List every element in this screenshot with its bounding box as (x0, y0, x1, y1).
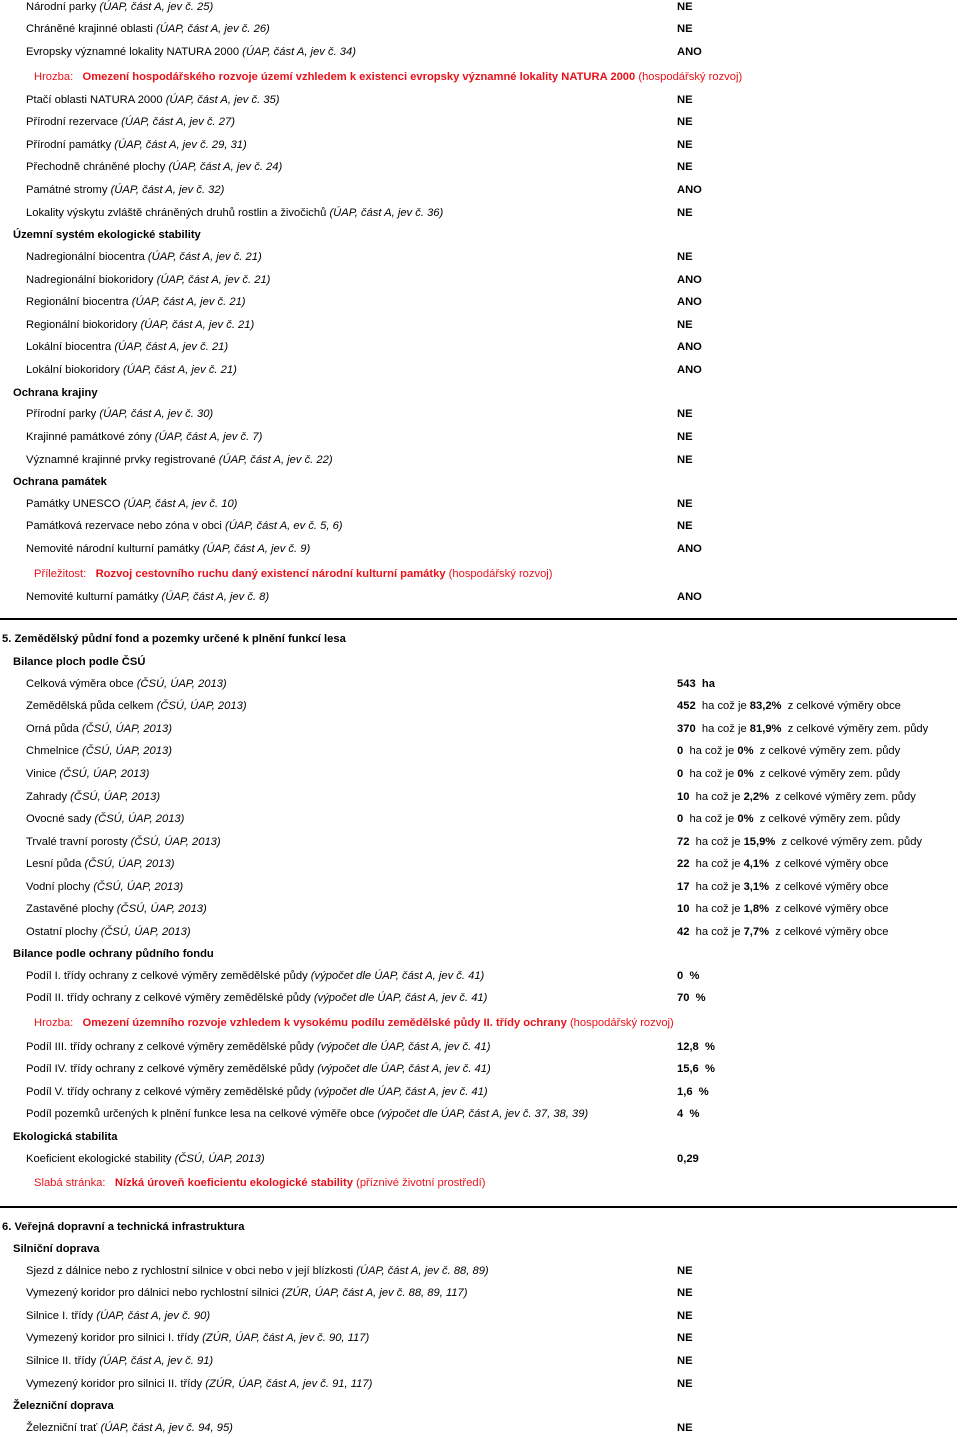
item-source: (ČSÚ, ÚAP, 2013) (59, 768, 150, 780)
list-item (0, 1419, 960, 1437)
item-source: (ÚAP, část A, jev č. 21) (131, 296, 246, 308)
list-item (0, 1038, 960, 1056)
note-text: Nízká úroveň koeficientu ekologické stability (114, 1177, 353, 1189)
list-item (0, 20, 960, 38)
item-source: (ČSÚ, ÚAP, 2013) (136, 678, 227, 690)
item-label: Zemědělská půda celkem (26, 700, 154, 712)
section-divider (0, 1206, 957, 1208)
list-item (0, 451, 960, 469)
subsection-heading: Bilance podle ochrany půdního fondu (13, 948, 214, 960)
item-value: 0 ha což je 0% z celkové výměry zem. půdy (677, 745, 901, 757)
list-item (0, 1083, 960, 1101)
note-suffix: (hospodářský rozvoj) (569, 1017, 674, 1029)
note-suffix: (příznivé životní prostředí) (356, 1177, 486, 1189)
item-source: (výpočet dle ÚAP, část A, jev č. 37, 38, 39) (377, 1108, 589, 1120)
item-value: NE (677, 1332, 693, 1344)
item-source: (ÚAP, část A, jev č. 94, 95) (100, 1422, 233, 1434)
subsection-heading: Územní systém ekologické stability (13, 229, 201, 241)
item-value: NE (677, 319, 693, 331)
item-label: Regionální biocentra (26, 296, 129, 308)
item-source: (ČSÚ, ÚAP, 2013) (116, 903, 207, 915)
item-source: (ÚAP, část A, jev č. 21) (147, 251, 262, 263)
item-value: NE (677, 498, 693, 510)
list-item (0, 158, 960, 176)
list-item (0, 517, 960, 535)
note-text: Omezení územního rozvoje vzhledem k vysokému podílu zemědělské půdy II. třídy ochrany (82, 1017, 567, 1029)
list-item (0, 588, 960, 606)
list-item (0, 1150, 960, 1168)
item-label: Vinice (26, 768, 57, 780)
item-label: Významné krajinné prvky registrované (26, 454, 216, 466)
item-value: 22 ha což je 4,1% z celkové výměry obce (677, 858, 889, 870)
item-label: Přírodní rezervace (26, 116, 119, 128)
item-label: Chráněné krajinné oblasti (26, 23, 153, 35)
list-item (0, 540, 960, 558)
item-value: ANO (677, 364, 702, 376)
item-label: Nadregionální biocentra (26, 251, 145, 263)
item-value: NE (677, 207, 693, 219)
list-item (0, 113, 960, 131)
list-item (0, 900, 960, 918)
note-text: Omezení hospodářského rozvoje území vzhledem k existenci evropsky významné lokality NATURA 2000 (82, 71, 636, 83)
item-source: (ÚAP, část A, jev č. 27) (121, 116, 235, 128)
item-value: NE (677, 23, 693, 35)
opportunity-note (0, 565, 960, 583)
item-label: Nadregionální biokoridory (26, 274, 154, 286)
item-source: (ÚAP, část A, jev č. 22) (218, 454, 333, 466)
item-source: (ÚAP, část A, ev č. 5, 6) (225, 520, 343, 532)
item-value: 4 % (677, 1108, 700, 1120)
item-label: Přírodní památky (26, 139, 112, 151)
item-label: Silnice I. třídy (26, 1310, 94, 1322)
item-source: (ÚAP, část A, jev č. 32) (110, 184, 225, 196)
item-value: 452 ha což je 83,2% z celkové výměry obce (677, 700, 901, 712)
item-source: (ČSÚ, ÚAP, 2013) (81, 723, 172, 735)
item-label: Podíl V. třídy ochrany z celkové výměry zemědělské půdy (26, 1086, 311, 1098)
item-source: (ÚAP, část A, jev č. 10) (123, 498, 238, 510)
item-value: NE (677, 94, 693, 106)
item-label: Krajinné památkové zóny (26, 431, 152, 443)
list-item (0, 1262, 960, 1280)
item-label: Silnice II. třídy (26, 1355, 97, 1367)
item-label: Železniční trať (26, 1422, 98, 1434)
list-item (0, 405, 960, 423)
item-value: 0,29 (677, 1153, 699, 1165)
item-source: (ÚAP, část A, jev č. 30) (99, 408, 214, 420)
item-value: NE (677, 431, 693, 443)
item-label: Podíl I. třídy ochrany z celkové výměry zemědělské půdy (26, 970, 308, 982)
weakness-note (0, 1174, 960, 1192)
section-divider (0, 618, 957, 620)
item-value: NE (677, 1422, 693, 1434)
item-source: (ÚAP, část A, jev č. 24) (168, 161, 283, 173)
section-title: 5. Zemědělský půdní fond a pozemky určené k plnění funkcí lesa (2, 633, 346, 645)
subsection-heading: Ekologická stabilita (13, 1131, 118, 1143)
item-label: Národní parky (26, 1, 97, 13)
list-item (0, 361, 960, 379)
list-item (0, 1307, 960, 1325)
item-source: (ÚAP, část A, jev č. 8) (161, 591, 270, 603)
item-label: Vodní plochy (26, 881, 91, 893)
note-prefix: Hrozba: (34, 71, 74, 83)
item-label: Památné stromy (26, 184, 108, 196)
item-value: NE (677, 251, 693, 263)
item-source: (ČSÚ, ÚAP, 2013) (156, 700, 247, 712)
item-value: ANO (677, 184, 702, 196)
item-source: (ÚAP, část A, jev č. 25) (99, 1, 214, 13)
item-value: NE (677, 1265, 693, 1277)
item-label: Podíl III. třídy ochrany z celkové výměry zemědělské půdy (26, 1041, 314, 1053)
list-item (0, 43, 960, 61)
list-item (0, 810, 960, 828)
subsection-heading: Ochrana památek (13, 476, 107, 488)
item-value: 0 ha což je 0% z celkové výměry zem. půdy (677, 813, 901, 825)
item-value: NE (677, 1355, 693, 1367)
item-label: Trvalé travní porosty (26, 836, 128, 848)
item-value: 10 ha což je 1,8% z celkové výměry obce (677, 903, 889, 915)
item-value: 10 ha což je 2,2% z celkové výměry zem. půdy (677, 791, 916, 803)
item-label: Orná půda (26, 723, 79, 735)
list-item (0, 0, 960, 16)
item-label: Nemovité národní kulturní památky (26, 543, 200, 555)
item-value: NE (677, 1287, 693, 1299)
item-source: (ÚAP, část A, jev č. 21) (114, 341, 229, 353)
list-item (0, 136, 960, 154)
note-suffix: (hospodářský rozvoj) (638, 71, 743, 83)
list-item (0, 855, 960, 873)
item-label: Vymezený koridor pro silnici II. třídy (26, 1378, 203, 1390)
list-item (0, 878, 960, 896)
item-label: Památky UNESCO (26, 498, 121, 510)
list-item (0, 293, 960, 311)
item-source: (ZÚR, ÚAP, část A, jev č. 90, 117) (202, 1332, 370, 1344)
item-source: (výpočet dle ÚAP, část A, jev č. 41) (314, 1086, 488, 1098)
item-label: Zahrady (26, 791, 68, 803)
item-label: Ostatní plochy (26, 926, 98, 938)
threat-note (0, 68, 960, 86)
item-value: 1,6 % (677, 1086, 709, 1098)
item-label: Koeficient ekologické stability (26, 1153, 172, 1165)
item-source: (ÚAP, část A, jev č. 91) (99, 1355, 214, 1367)
item-value: NE (677, 1310, 693, 1322)
list-item (0, 720, 960, 738)
list-item (0, 742, 960, 760)
item-source: (výpočet dle ÚAP, část A, jev č. 41) (310, 970, 485, 982)
item-label: Vymezený koridor pro dálnici nebo rychlostní silnici (26, 1287, 279, 1299)
item-label: Zastavěné plochy (26, 903, 114, 915)
item-source: (ČSÚ, ÚAP, 2013) (70, 791, 161, 803)
item-source: (ÚAP, část A, jev č. 35) (165, 94, 280, 106)
item-value: 70 % (677, 992, 706, 1004)
item-value: 370 ha což je 81,9% z celkové výměry zem. půdy (677, 723, 929, 735)
item-label: Lokální biokoridory (26, 364, 120, 376)
section-title: 6. Veřejná dopravní a technická infrastruktura (2, 1221, 245, 1233)
item-value: 0 % (677, 970, 700, 982)
item-value: NE (677, 161, 693, 173)
item-value: NE (677, 520, 693, 532)
item-label: Přechodně chráněné plochy (26, 161, 166, 173)
item-value: NE (677, 1378, 693, 1390)
item-source: (ÚAP, část A, jev č. 9) (202, 543, 311, 555)
item-value: 17 ha což je 3,1% z celkové výměry obce (677, 881, 889, 893)
list-item (0, 1352, 960, 1370)
list-item (0, 788, 960, 806)
item-value: 543 ha (677, 678, 715, 690)
item-source: (ČSÚ, ÚAP, 2013) (174, 1153, 265, 1165)
item-label: Regionální biokoridory (26, 319, 138, 331)
list-item (0, 697, 960, 715)
subsection-heading: Železniční doprava (13, 1400, 114, 1412)
list-item (0, 1329, 960, 1347)
note-prefix: Hrozba: (34, 1017, 74, 1029)
item-source: (ÚAP, část A, jev č. 21) (123, 364, 237, 376)
item-source: (ČSÚ, ÚAP, 2013) (93, 881, 184, 893)
item-source: (výpočet dle ÚAP, část A, jev č. 41) (317, 1041, 491, 1053)
item-source: (ÚAP, část A, jev č. 29, 31) (114, 139, 247, 151)
item-label: Sjezd z dálnice nebo z rychlostní silnice v obci nebo v její blízkosti (26, 1265, 354, 1277)
threat-note (0, 1014, 960, 1032)
item-source: (ČSÚ, ÚAP, 2013) (81, 745, 172, 757)
item-value: 0 ha což je 0% z celkové výměry zem. půdy (677, 768, 901, 780)
item-label: Vymezený koridor pro silnici I. třídy (26, 1332, 200, 1344)
item-label: Celková výměra obce (26, 678, 134, 690)
list-item (0, 495, 960, 513)
item-source: (ÚAP, část A, jev č. 90) (96, 1310, 211, 1322)
item-value: 72 ha což je 15,9% z celkové výměry zem. půdy (677, 836, 923, 848)
item-label: Nemovité kulturní památky (26, 591, 159, 603)
item-value: 42 ha což je 7,7% z celkové výměry obce (677, 926, 889, 938)
item-source: (ÚAP, část A, jev č. 21) (140, 319, 255, 331)
item-label: Lokality výskytu zvláště chráněných druhů rostlin a živočichů (26, 207, 327, 219)
item-value: NE (677, 454, 693, 466)
list-item (0, 428, 960, 446)
item-source: (ÚAP, část A, jev č. 21) (156, 274, 271, 286)
item-source: (ÚAP, část A, jev č. 88, 89) (356, 1265, 489, 1277)
item-label: Podíl pozemků určených k plnění funkce lesa na celkové výměře obce (26, 1108, 375, 1120)
item-value: NE (677, 116, 693, 128)
list-item (0, 204, 960, 222)
item-value: 15,6 % (677, 1063, 715, 1075)
list-item (0, 248, 960, 266)
subsection-heading: Ochrana krajiny (13, 387, 98, 399)
item-source: (ÚAP, část A, jev č. 36) (329, 207, 444, 219)
note-prefix: Slabá stránka: (34, 1177, 106, 1189)
item-source: (ČSÚ, ÚAP, 2013) (100, 926, 191, 938)
item-source: (ZÚR, ÚAP, část A, jev č. 91, 117) (205, 1378, 373, 1390)
item-value: ANO (677, 543, 702, 555)
item-value: 12,8 % (677, 1041, 715, 1053)
list-item (0, 833, 960, 851)
note-prefix: Příležitost: (34, 568, 87, 580)
list-item (0, 338, 960, 356)
item-source: (výpočet dle ÚAP, část A, jev č. 41) (317, 1063, 491, 1075)
item-value: NE (677, 1, 693, 13)
list-item (0, 1060, 960, 1078)
item-source: (ÚAP, část A, jev č. 7) (154, 431, 263, 443)
list-item (0, 675, 960, 693)
item-label: Lokální biocentra (26, 341, 112, 353)
list-item (0, 1284, 960, 1302)
item-label: Lesní půda (26, 858, 82, 870)
list-item (0, 181, 960, 199)
item-label: Chmelnice (26, 745, 79, 757)
item-label: Podíl II. třídy ochrany z celkové výměry zemědělské půdy (26, 992, 311, 1004)
list-item (0, 1375, 960, 1393)
item-label: Přírodní parky (26, 408, 97, 420)
item-value: ANO (677, 274, 702, 286)
subsection-heading: Bilance ploch podle ČSÚ (13, 656, 146, 668)
list-item (0, 765, 960, 783)
list-item (0, 967, 960, 985)
item-value: ANO (677, 591, 702, 603)
item-source: (ÚAP, část A, jev č. 26) (155, 23, 270, 35)
item-value: ANO (677, 296, 702, 308)
item-value: ANO (677, 46, 702, 58)
item-label: Ovocné sady (26, 813, 92, 825)
list-item (0, 989, 960, 1007)
item-value: ANO (677, 341, 702, 353)
list-item (0, 1105, 960, 1123)
item-source: (ČSÚ, ÚAP, 2013) (84, 858, 175, 870)
list-item (0, 923, 960, 941)
item-label: Podíl IV. třídy ochrany z celkové výměry zemědělské půdy (26, 1063, 315, 1075)
item-source: (výpočet dle ÚAP, část A, jev č. 41) (313, 992, 488, 1004)
item-source: (ÚAP, část A, jev č. 34) (242, 46, 356, 58)
note-suffix: (hospodářský rozvoj) (448, 568, 553, 580)
note-text: Rozvoj cestovního ruchu daný existencí národní kulturní památky (95, 568, 446, 580)
item-value: NE (677, 139, 693, 151)
list-item (0, 271, 960, 289)
item-label: Evropsky významné lokality NATURA 2000 (26, 46, 240, 58)
subsection-heading: Silniční doprava (13, 1243, 100, 1255)
item-source: (ČSÚ, ÚAP, 2013) (130, 836, 221, 848)
item-label: Ptačí oblasti NATURA 2000 (26, 94, 163, 106)
item-label: Památková rezervace nebo zóna v obci (26, 520, 222, 532)
item-source: (ZÚR, ÚAP, část A, jev č. 88, 89, 117) (281, 1287, 468, 1299)
list-item (0, 316, 960, 334)
item-value: NE (677, 408, 693, 420)
list-item (0, 91, 960, 109)
item-source: (ČSÚ, ÚAP, 2013) (94, 813, 185, 825)
